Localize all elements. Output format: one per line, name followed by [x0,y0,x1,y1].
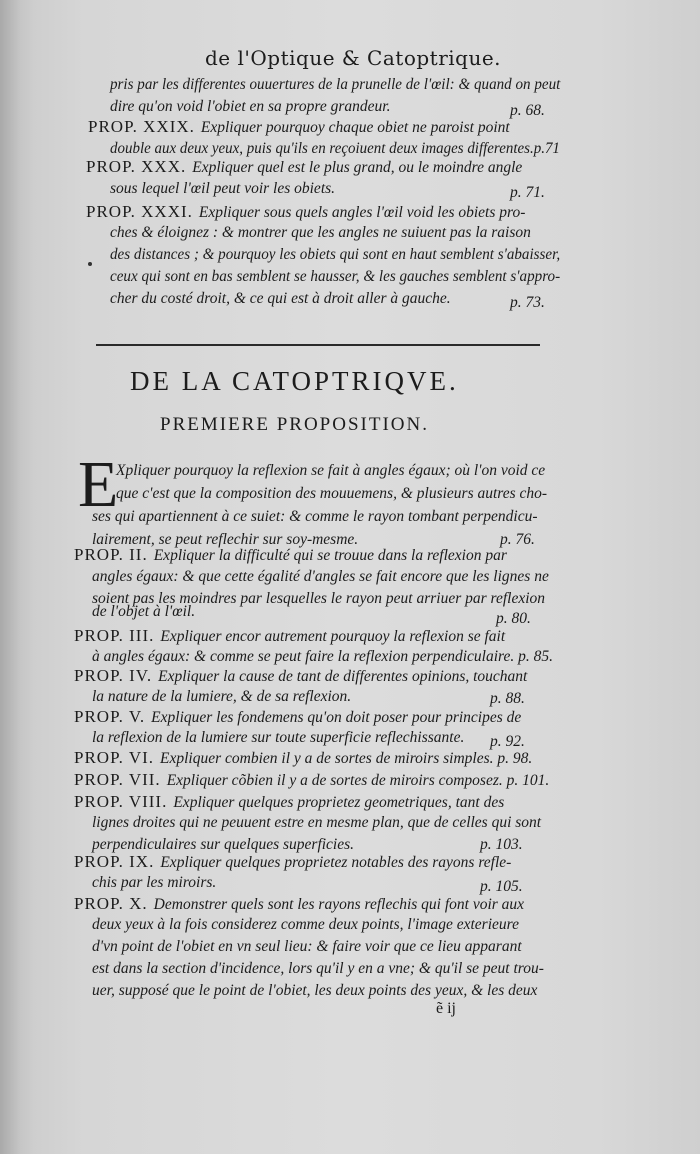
page-ref: p. 71. [510,184,545,201]
prop-label: PROP. VII. [74,770,161,789]
running-head: de l'Optique & Catoptrique. [205,46,502,70]
prop-label: PROP. IV. [74,666,153,685]
text-line: deux yeux à la fois considerez comme deux points, l'image exterieure [92,916,519,933]
text-line: Expliquer sous quels angles l'œil void les obiets pro- [198,204,526,221]
text-line: lignes droites qui ne peuuent estre en mesme plan, que de celles qui sont [92,814,542,831]
text-line: chis par les miroirs. [92,874,217,891]
text-line: Expliquer la cause de tant de differentes opinions, touchant [158,668,528,685]
text-line: que c'est que la composition des mouuemens, & plusieurs autres cho- [116,485,548,502]
text-line: ses qui apartiennent à ce suiet: & comme le rayon tombant perpendicu- [92,508,538,525]
page-ref: p. 92. [490,733,525,750]
text-line: Expliquer quel est le plus grand, ou le moindre angle [192,159,523,176]
page-ref: p. 68. [510,102,545,119]
text-line: Expliquer encor autrement pourquoy la reflexion se fait [160,628,506,645]
drop-cap: E [78,448,119,521]
text-line: Expliquer combien il y a de sortes de miroirs simples. [160,750,494,767]
prop-label: PROP. II. [74,545,148,564]
prop-label: PROP. X. [74,894,148,913]
text-line: de l'objet à l'œil. [92,603,196,620]
text-line: double aux deux yeux, puis qu'ils en reçoiuent deux images differentes. [110,140,534,157]
text-line: Expliquer la difficulté qui se trouue dans la reflexion par [153,547,507,564]
text-line: la nature de la lumiere, & de sa reflexion. [92,688,352,705]
text-line: ches & éloignez : & montrer que les angles ne suiuent pas la raison [110,224,531,241]
page-ref: p. 103. [480,836,523,853]
page-ref: p. 73. [510,294,545,311]
signature-mark: ẽ ij [436,1000,456,1017]
text-line: soient pas les moindres par lesquelles le rayon peut arriuer par reflexion [92,590,546,607]
text-line: Demonstrer quels sont les rayons reflechis qui font voir aux [153,896,525,913]
page-ref: p. 76. [500,531,535,548]
text-line: cher du costé droit, & ce qui est à droit aller à gauche. [110,290,451,307]
prop-label: PROP. XXIX. [88,117,195,136]
text-line: à angles égaux: & comme se peut faire la reflexion perpendiculaire. [92,648,515,665]
page-ref: p. 101. [506,772,550,789]
section-title: DE LA CATOPTRIQVE. [130,366,459,396]
text-line: la reflexion de la lumiere sur toute superficie reflechissante. [92,729,465,746]
text-line: Xpliquer pourquoy la reflexion se fait à angles égaux; où l'on void ce [116,462,546,479]
section-divider [96,344,540,346]
text-line: Expliquer quelques proprietez notables des rayons refle- [160,854,512,871]
page-gutter-shadow [0,0,34,1154]
text-line: angles égaux: & que cette égalité d'angles se fait encore que les lignes ne [92,568,549,585]
text-line: est dans la section d'incidence, lors qu'il y en a vne; & qu'il se peut trou- [92,960,544,977]
text-line: pris par les differentes ouuertures de la prunelle de l'œil: & quand on peut [110,76,561,93]
prop-label: PROP. IX. [74,852,155,871]
prop-label: PROP. VIII. [74,792,168,811]
prop-label: PROP. XXXI. [86,202,193,221]
page-ref: p. 88. [490,690,525,707]
text-line: Expliquer cõbien il y a de sortes de miroirs composez. [166,772,503,789]
text-line: dire qu'on void l'obiet en sa propre grandeur. [110,98,391,115]
text-line: Expliquer les fondemens qu'on doit poser pour principes de [151,709,522,726]
text-line: Expliquer pourquoy chaque obiet ne paroist point [200,119,510,136]
text-line: sous lequel l'œil peut voir les obiets. [110,180,336,197]
text-line: des distances ; & pourquoy les obiets qui sont en haut semblent s'abaisser, [110,246,561,263]
text-line: uer, supposé que le point de l'obiet, les deux points des yeux, & les deux [92,982,538,999]
text-line: perpendiculaires sur quelques superficies. [92,836,355,853]
text-line: Expliquer quelques proprietez geometriques, tant des [173,794,505,811]
prop-label: PROP. VI. [74,748,155,767]
text-line: lairement, se peut reflechir sur soy-mesme. [92,531,359,548]
text-line: d'vn point de l'obiet en vn seul lieu: & faire voir que ce lieu apparant [92,938,522,955]
prop-label: PROP. XXX. [86,157,187,176]
page-ref: p. 80. [496,610,531,627]
prop-label: PROP. V. [74,707,146,726]
text-line: ceux qui sont en bas semblent se hausser, & les gauches semblent s'appro- [110,268,561,285]
page-ref: p. 105. [480,878,523,895]
prop-label: PROP. III. [74,626,155,645]
page-ref: p. 85. [518,648,554,665]
first-proposition-title: PREMIERE PROPOSITION. [160,414,429,435]
page-ref: p. 98. [497,750,533,767]
page-ref: p.71 [533,140,560,157]
margin-mark [88,262,92,266]
